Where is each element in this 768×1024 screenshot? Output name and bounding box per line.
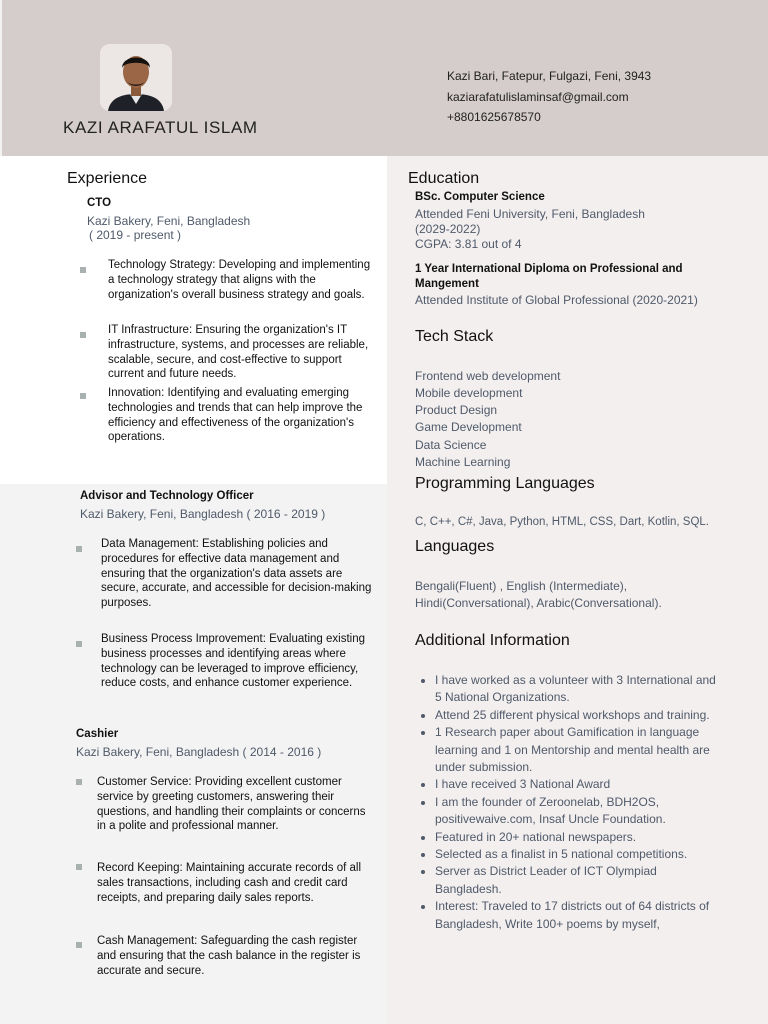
- education-degree: BSc. Computer Science: [415, 191, 545, 203]
- bullet-square-icon: [76, 864, 82, 870]
- bullet-square-icon: [80, 393, 86, 399]
- bullet-square-icon: [76, 546, 82, 552]
- contact-phone[interactable]: +8801625678570: [447, 110, 541, 124]
- job-title-advisor: Advisor and Technology Officer: [80, 490, 254, 502]
- job-company-cashier: Kazi Bakery, Feni, Bangladesh ( 2014 - 2016 ): [76, 745, 322, 759]
- list-item: Server as District Leader of ICT Olympiad Bangladesh.: [420, 863, 720, 898]
- tech-stack-item: Game Development: [415, 420, 522, 434]
- programming-languages-heading: Programming Languages: [415, 475, 595, 492]
- tech-stack-item: Machine Learning: [415, 455, 511, 469]
- list-item: I have received 3 National Award: [420, 776, 720, 793]
- job-company-advisor: Kazi Bakery, Feni, Bangladesh ( 2016 - 2019 ): [80, 507, 326, 521]
- education-degree: 1 Year International Diploma on Professional and Mangement: [415, 263, 683, 290]
- job-title-cashier: Cashier: [76, 728, 119, 740]
- job-bullet: Innovation: Identifying and evaluating emerging technologies and trends that can help improve the efficiency and effectiveness of the organization's operations.: [108, 387, 363, 444]
- list-item: Selected as a finalist in 5 national competitions.: [420, 846, 720, 863]
- bullet-square-icon: [80, 332, 86, 338]
- list-item: Interest: Traveled to 17 districts out of 64 districts of Bangladesh, Write 100+ poems by myself,: [420, 898, 720, 933]
- profile-photo-avatar-icon: [100, 44, 172, 111]
- job-bullet: Data Management: Establishing policies and procedures for effective data management and ensuring that the organization's data assets are secure, accurate, and accessible for decision-making purposes.: [101, 538, 372, 610]
- list-item: Attend 25 different physical workshops and training.: [420, 707, 720, 724]
- job-bullet: IT Infrastructure: Ensuring the organization's IT infrastructure, systems, and processes are reliable, scalable, secure, and cost-effective to support current and future needs.: [108, 324, 369, 381]
- candidate-name: KAZI ARAFATUL ISLAM: [63, 118, 258, 137]
- contact-email[interactable]: kaziarafatulislaminsaf@gmail.com: [447, 90, 629, 104]
- tech-stack-item: Product Design: [415, 403, 498, 417]
- list-item: I have worked as a volunteer with 3 International and 5 National Organizations.: [420, 672, 720, 707]
- additional-info-list: [420, 672, 720, 933]
- languages-line: Bengali(Fluent) , English (Intermediate),: [415, 579, 628, 593]
- bullet-square-icon: [76, 942, 82, 948]
- tech-stack-heading: Tech Stack: [415, 328, 494, 345]
- job-period-cto: ( 2019 - present ): [89, 228, 182, 242]
- bullet-square-icon: [76, 779, 82, 785]
- list-item: 1 Research paper about Gamification in language learning and 1 on Mentorship and mental health are under submission.: [420, 724, 720, 776]
- job-bullet: Cash Management: Safeguarding the cash register and ensuring that the cash balance in the register is accurate and secure.: [97, 935, 361, 977]
- list-item: Featured in 20+ national newspapers.: [420, 829, 720, 846]
- job-bullet: Technology Strategy: Developing and implementing a technology strategy that aligns with the organization's overall business strategy and goals.: [108, 259, 371, 301]
- list-item: I am the founder of Zeroonelab, BDH2OS, positivewaive.com, Insaf Uncle Foundation.: [420, 794, 720, 829]
- profile-photo: [100, 44, 172, 111]
- bullet-square-icon: [76, 641, 82, 647]
- languages-line: Hindi(Conversational), Arabic(Conversational).: [415, 596, 662, 610]
- contact-address: Kazi Bari, Fatepur, Fulgazi, Feni, 3943: [447, 69, 652, 83]
- job-title-cto: CTO: [87, 197, 112, 209]
- education-heading: Education: [408, 170, 480, 187]
- job-bullet: Customer Service: Providing excellent customer service by greeting customers, answering their questions, and handling their complaints or concerns in a polite and professional manner.: [97, 776, 366, 833]
- tech-stack-item: Mobile development: [415, 386, 523, 400]
- job-company-cto: Kazi Bakery, Feni, Bangladesh: [87, 214, 251, 228]
- bullet-square-icon: [80, 267, 86, 273]
- job-bullet: Record Keeping: Maintaining accurate records of all sales transactions, including cash and credit card receipts, and preparing daily sales reports.: [97, 862, 362, 904]
- tech-stack-item: Frontend web development: [415, 369, 561, 383]
- job-bullet: Business Process Improvement: Evaluating existing business processes and identifying areas where technology can be leveraged to improve efficiency, reduce costs, and enhance customer experience.: [101, 633, 365, 690]
- tech-stack-item: Data Science: [415, 438, 487, 452]
- education-grade: CGPA: 3.81 out of 4: [415, 237, 522, 251]
- languages-heading: Languages: [415, 538, 495, 555]
- education-detail: Attended Institute of Global Professional (2020-2021): [415, 293, 698, 307]
- additional-info-heading: Additional Information: [415, 632, 570, 649]
- experience-heading: Experience: [67, 170, 148, 187]
- programming-languages-list: C, C++, C#, Java, Python, HTML, CSS, Dart, Kotlin, SQL.: [415, 516, 709, 528]
- education-detail: Attended Feni University, Feni, Bangladesh (2029-2022): [415, 207, 645, 236]
